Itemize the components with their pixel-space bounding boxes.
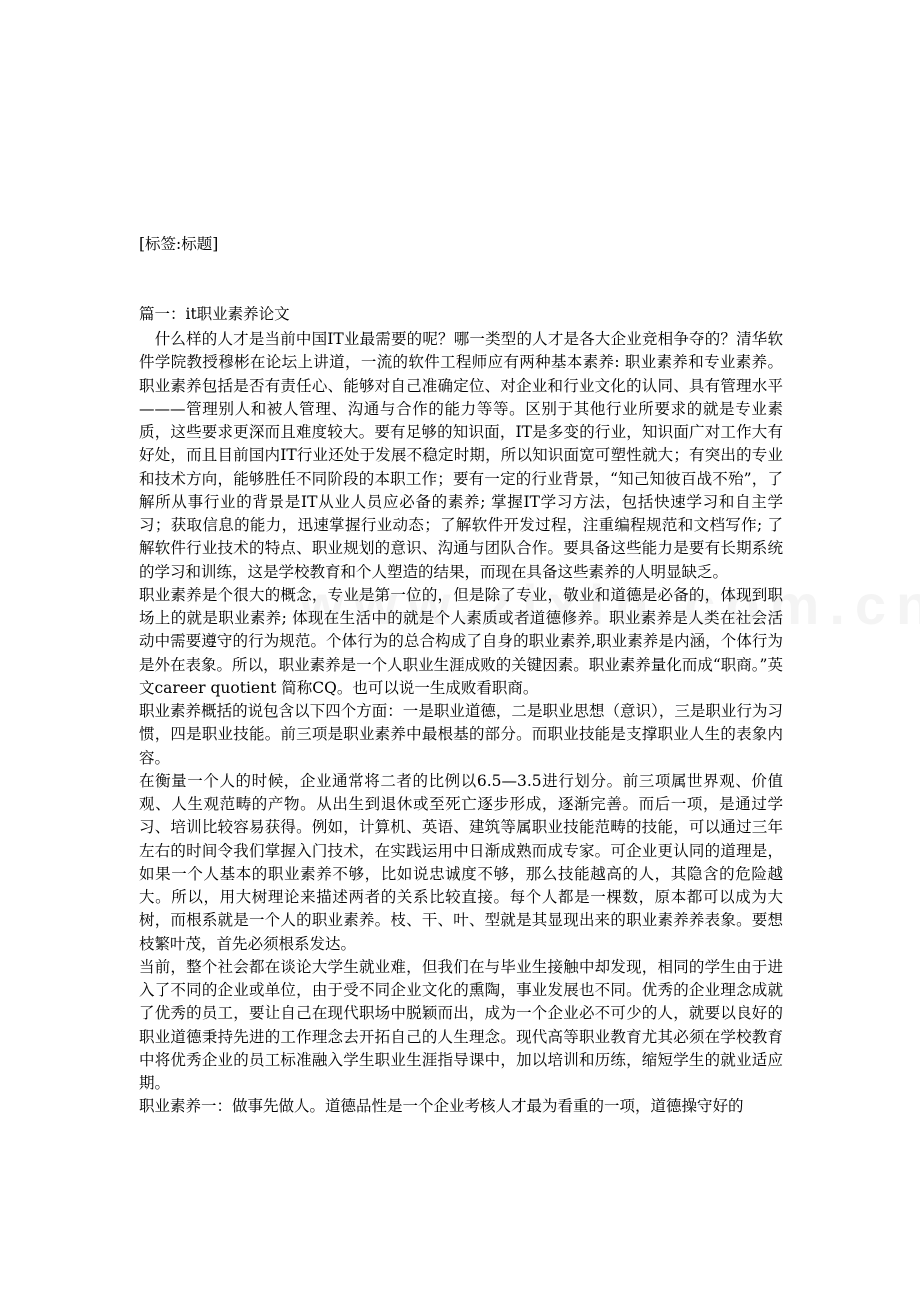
paragraph: 当前，整个社会都在谈论大学生就业难，但我们在与毕业生接触中却发现，相同的学生由于进入了不同的企业或单位，由于受不同企业文化的熏陶，事业发展也不同。优秀的企业理念成就了优秀的员工，要让自己在现代职场中脱颖而出，成为一个企业必不可少的人，就要以良好的职业道德秉持先进的工作理念去开拓自己的人生理念。现代高等职业教育尤其必须在学校教育中将优秀企业的员工标准融入学生职业生涯指导课中，加以培训和历练，缩短学生的就业适应期。: [139, 957, 783, 1092]
article-heading: 篇一：it职业素养论文: [139, 305, 290, 323]
article-body: [139, 328, 783, 1119]
tag-label: [标签:标题]: [139, 235, 219, 253]
paragraph: 在衡量一个人的时候，企业通常将二者的比例以6.5—3.5进行划分。前三项属世界观、价值观、人生观范畴的产物。从出生到退休或至死亡逐步形成，逐渐完善。而后一项，是通过学习、培训比较容易获得。例如，计算机、英语、建筑等属职业技能范畴的技能，可以通过三年左右的时间令我们掌握入门技术，在实践运用中日渐成熟而成专家。可企业更认同的道理是，如果一个人基本的职业素养不够，比如说忠诚度不够，那么技能越高的人，其隐含的危险越大。所以，用大树理论来描述两者的关系比较直接。每个人都是一棵数，原本都可以成为大树，而根系就是一个人的职业素养。枝、干、叶、型就是其显现出来的职业素养养表象。要想枝繁叶茂，首先必须根系发达。: [139, 771, 783, 953]
paragraph: 职业素养一：做事先做人。道德品性是一个企业考核人才最为看重的一项，道德操守好的: [139, 1097, 744, 1116]
paragraph: 什么样的人才是当前中国IT业最需要的呢？哪一类型的人才是各大企业竞相争夺的？清华软件学院教授穆彬在论坛上讲道，一流的软件工程师应有两种基本素养: 职业素养和专业素养。职业素养包括是否有责任心、能够对自己准确定位、对企业和行业文化的认同、具有管理水平———管理别人和被人管理、沟通与合作的能力等等。区别于其他行业所要求的就是专业素质，这些要求更深而且难度较大。要有足够的知识面，IT是多变的行业，知识面广对工作大有好处，而且目前国内IT行业还处于发展不稳定时期，所以知识面宽可塑性就大；有突出的专业和技术方向，能够胜任不同阶段的本职工作；要有一定的行业背景，“知己知彼百战不殆”，了解所从事行业的背景是IT从业人员应必备的素养; 掌握IT学习方法，包括快速学习和自主学习；获取信息的能力，迅速掌握行业动态；了解软件开发过程，注重编程规范和文档写作; 了解软件行业技术的特点、职业规划的意识、沟通与团队合作。要具备这些能力是要有长期系统的学习和训练，这是学校教育和个人塑造的结果，而现在具备这些素养的人明显缺乏。: [139, 330, 783, 581]
paragraph: 职业素养是个很大的概念，专业是第一位的，但是除了专业，敬业和道德是必备的，体现到职场上的就是职业素养; 体现在生活中的就是个人素质或者道德修养。职业素养是人类在社会活动中需要遵守的行为规范。个体行为的总合构成了自身的职业素养,职业素养是内涵，个体行为是外在表象。所以，职业素养是一个人职业生涯成败的关键因素。职业素养量化而成“职商。”英文career quotient 简称CQ。也可以说一生成败看职商。: [139, 585, 783, 697]
paragraph: 职业素养概括的说包含以下四个方面：一是职业道德，二是职业思想（意识），三是职业行为习惯，四是职业技能。前三项是职业素养中最根基的部分。而职业技能是支撑职业人生的表象内容。: [139, 702, 783, 767]
